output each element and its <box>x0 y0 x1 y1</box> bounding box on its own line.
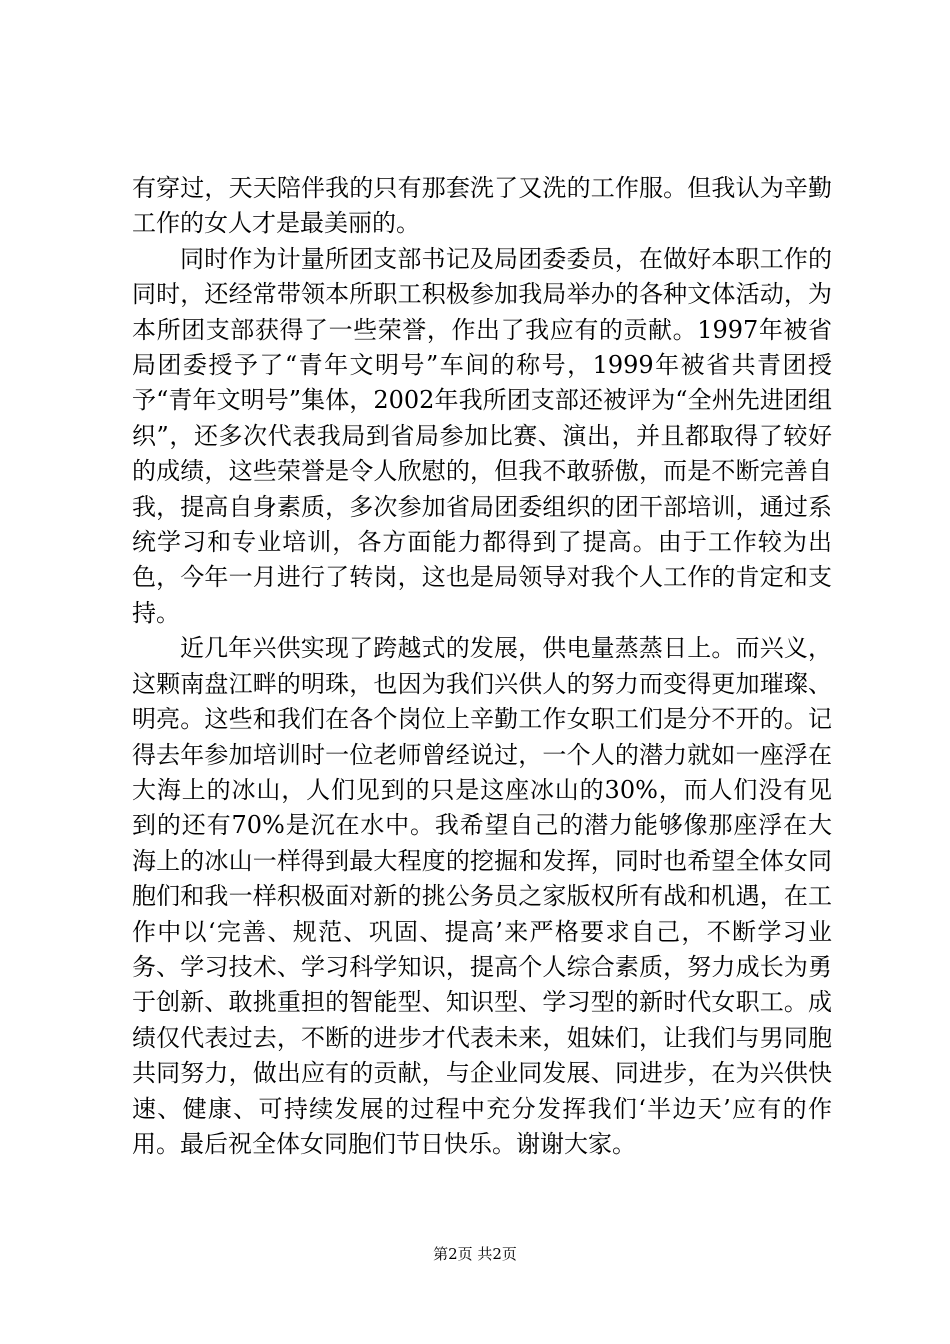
paragraph-development: 近几年兴供实现了跨越式的发展，供电量蒸蒸日上。而兴义，这颗南盘江畔的明珠，也因为我们兴供人的努力而变得更加璀璨、明亮。这些和我们在各个岗位上辛勤工作女职工们是分不开的。记得去年参加培训时一位老师曾经说过，一个人的潜力就如一座浮在大海上的冰山，人们见到的只是这座冰山的30%，而人们没有见到的还有70%是沉在水中。我希望自己的潜力能够像那座浮在大海上的冰山一样得到最大程度的挖掘和发挥，同时也希望全体女同胞们和我一样积极面对新的挑公务员之家版权所有战和机遇，在工作中以‘完善、规范、巩固、提高’来严格要求自己，不断学习业务、学习技术、学习科学知识，提高个人综合素质，努力成长为勇于创新、敢挑重担的智能型、知识型、学习型的新时代女职工。成绩仅代表过去，不断的进步才代表未来，姐妹们，让我们与男同胞共同努力，做出应有的贡献，与企业同发展、同进步，在为兴供快速、健康、可持续发展的过程中充分发挥我们‘半边天’应有的作用。最后祝全体女同胞们节日快乐。谢谢大家。 <box>132 634 832 1158</box>
document-body <box>132 171 832 1162</box>
page-footer: 第2页 共2页 <box>433 1245 517 1263</box>
paragraph-continuation: 有穿过，天天陪伴我的只有那套洗了又洗的工作服。但我认为辛勤工作的女人才是最美丽的。 <box>132 174 832 238</box>
paragraph-youth-league: 同时作为计量所团支部书记及局团委委员，在做好本职工作的同时，还经常带领本所职工积极参加我局举办的各种文体活动，为本所团支部获得了一些荣誉，作出了我应有的贡献。1997年被省局团委授予了“青年文明号”车间的称号，1999年被省共青团授予“青年文明号”集体，2002年我所团支部还被评为“全州先进团组织”，还多次代表我局到省局参加比赛、演出，并且都取得了较好的成绩，这些荣誉是令人欣慰的，但我不敢骄傲，而是不断完善自我，提高自身素质，多次参加省局团委组织的团干部培训，通过系统学习和专业培训，各方面能力都得到了提高。由于工作较为出色，今年一月进行了转岗，这也是局领导对我个人工作的肯定和支持。 <box>132 244 832 627</box>
